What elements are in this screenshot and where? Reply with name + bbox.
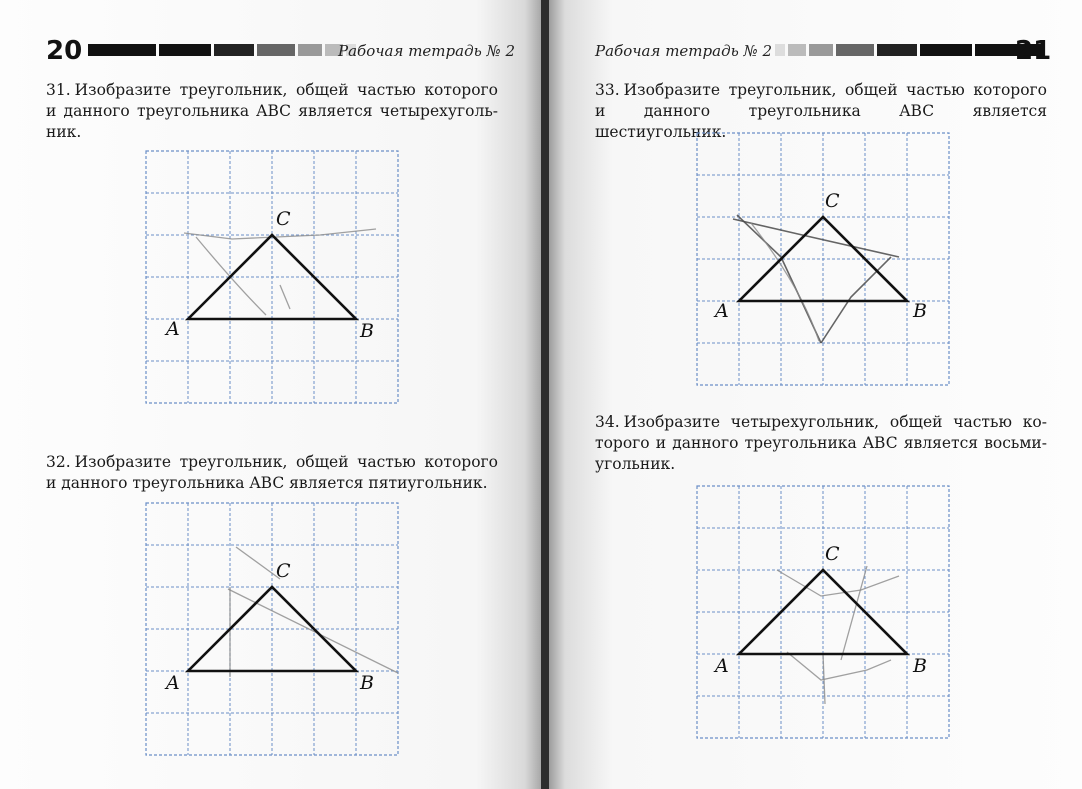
- vertex-a-label: A: [715, 655, 729, 677]
- task-number: 33.: [595, 81, 620, 99]
- task-text: Изобразите треугольник, общей частью которого и данного треугольника ABC является шестиугольник.: [595, 81, 1047, 141]
- grid-figure-31: [140, 145, 410, 410]
- pencil-mark: [841, 566, 867, 660]
- page-number: 20: [46, 36, 83, 66]
- vertex-b-label: B: [360, 672, 374, 694]
- grid-lines: [697, 486, 949, 738]
- grid-lines: [146, 151, 398, 403]
- right-page: [549, 0, 1082, 789]
- task-number: 34.: [595, 413, 620, 431]
- task-text: Изобразите четырехугольник, общей частью ко-торого и данного треугольника ABC является восьми-угольник.: [595, 413, 1047, 473]
- vertex-c-label: C: [276, 208, 291, 230]
- header-title: Рабочая тетрадь № 2: [595, 42, 773, 60]
- pencil-mark: [228, 589, 398, 673]
- pencil-mark: [787, 652, 891, 680]
- task-32: [46, 452, 498, 494]
- header-title: Рабочая тетрадь № 2: [338, 42, 516, 60]
- vertex-c-label: C: [825, 543, 840, 565]
- grid-figure-34: [691, 480, 961, 745]
- pencil-mark: [236, 547, 280, 579]
- pencil-mark: [751, 223, 819, 341]
- vertex-a-label: A: [715, 300, 729, 322]
- vertex-b-label: B: [360, 320, 374, 342]
- task-text: Изобразите треугольник, общей частью которого и данного треугольника ABC является четырехуголь-ник.: [46, 81, 498, 141]
- vertex-b-label: B: [913, 300, 927, 322]
- page-number: 21: [1015, 36, 1052, 66]
- vertex-a-label: A: [166, 318, 180, 340]
- header-bar: [775, 44, 1043, 56]
- pencil-mark: [737, 215, 821, 343]
- task-text: Изобразите треугольник, общей частью которого и данного треугольника ABC является пятиугольник.: [46, 453, 498, 492]
- vertex-a-label: A: [166, 672, 180, 694]
- vertex-b-label: B: [913, 655, 927, 677]
- book-gutter: [541, 0, 549, 789]
- grid-lines: [146, 503, 398, 755]
- vertex-c-label: C: [825, 190, 840, 212]
- vertex-c-label: C: [276, 560, 291, 582]
- grid-lines: [697, 133, 949, 385]
- task-number: 32.: [46, 453, 71, 471]
- task-number: 31.: [46, 81, 71, 99]
- pencil-mark: [280, 285, 290, 309]
- grid-figure-32: [140, 497, 410, 767]
- task-34: [595, 412, 1047, 475]
- pencil-mark: [777, 570, 899, 596]
- task-31: [46, 80, 498, 143]
- grid-figure-33: [691, 127, 961, 392]
- header-bar: [88, 44, 356, 56]
- pencil-mark: [184, 229, 376, 239]
